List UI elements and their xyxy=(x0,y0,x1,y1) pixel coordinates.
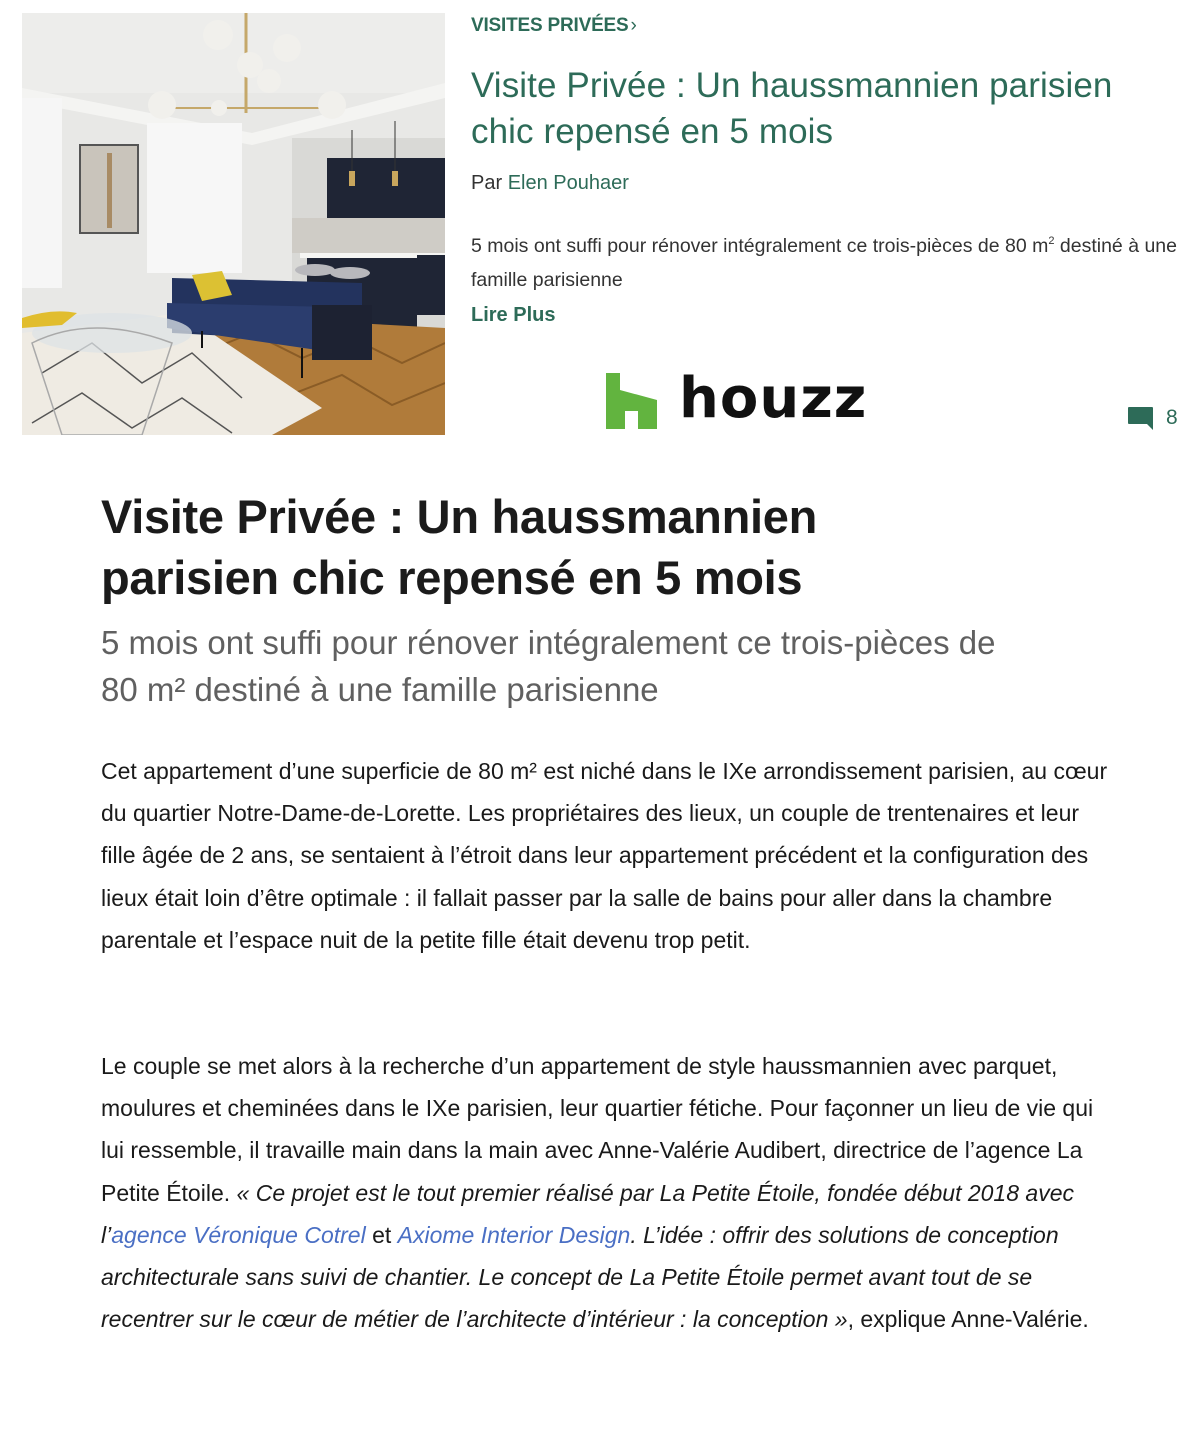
agence-veronique-cotrel-link[interactable]: agence Véronique Cotrel xyxy=(111,1221,366,1248)
byline-prefix: Par xyxy=(471,172,503,194)
comments-button[interactable] xyxy=(1127,404,1178,431)
quote-part-1: « Ce projet est le tout premier réalisé par La Petite Étoile, fondée début 2018 avec l’ xyxy=(101,1179,1074,1248)
summary-text: 5 mois ont suffi pour rénover intégralement ce trois-pièces de 80 m xyxy=(471,235,1049,257)
paragraph-2-outro: , explique Anne-Valérie. xyxy=(847,1306,1089,1333)
category-label: VISITES PRIVÉES xyxy=(471,15,629,36)
houzz-house-icon xyxy=(606,373,657,429)
page-subtitle: 5 mois ont suffi pour rénover intégralement ce trois-pièces de 80 m² destiné à une famille parisienne xyxy=(101,624,996,708)
superscript: 2 xyxy=(1048,235,1055,247)
quote-connector: et xyxy=(365,1221,398,1248)
card-title-link[interactable]: Visite Privée : Un haussmannien parisien chic repensé en 5 mois xyxy=(471,66,1113,151)
comment-bubble-icon xyxy=(1127,404,1154,431)
axiome-interior-design-link[interactable]: Axiome Interior Design xyxy=(397,1221,631,1248)
paragraph-2-intro: Le couple se met alors à la recherche d’un appartement de style haussmannien avec parquet, moulures et cheminées dans le IXe parisien, leur quartier fétiche. Pour façonner un lieu de vie qui lui ressemble, il travaille main dans la main avec Anne-Valérie Audibert, directrice de l’agence La Petite Étoile. xyxy=(101,1053,1094,1206)
quote-part-2: . L’idée : offrir des solutions de conception architecturale sans suivi de chantier. Le concept de La Petite Étoile permet avant tout de se recentrer sur le cœur de métier de l’architecte d’intérieur : la conception » xyxy=(101,1221,1059,1333)
houzz-wordmark: houzz xyxy=(679,366,868,431)
houzz-logo[interactable] xyxy=(606,366,868,431)
author-link[interactable]: Elen Pouhaer xyxy=(507,172,629,194)
read-more-link[interactable]: Lire Plus xyxy=(471,304,556,326)
card-summary xyxy=(471,229,1181,297)
byline xyxy=(471,172,629,195)
comment-count: 8 xyxy=(1166,405,1178,429)
chevron-right-icon: › xyxy=(630,15,637,36)
living-room-photo xyxy=(22,13,445,435)
paragraph-2 xyxy=(101,1045,1116,1340)
article-thumbnail[interactable] xyxy=(22,13,445,435)
summary-text-end: destiné à une famille parisienne xyxy=(471,235,1177,291)
category-link[interactable] xyxy=(471,15,637,37)
paragraph-1: Cet appartement d’une superficie de 80 m² est niché dans le IXe arrondissement parisien, au cœur du quartier Notre-Dame-de-Lorette. Les propriétaires des lieux, un couple de trentenaires et leur fille âgée de 2 ans, se sentaient à l’étroit dans leur appartement précédent et la configuration des lieux était loin d’être optimale : il fallait passer par la salle de bains pour aller dans la chambre parentale et l’espace nuit de la petite fille était devenu trop petit. xyxy=(101,758,1108,953)
page-title: Visite Privée : Un haussmannien parisien chic repensé en 5 mois xyxy=(101,490,817,604)
